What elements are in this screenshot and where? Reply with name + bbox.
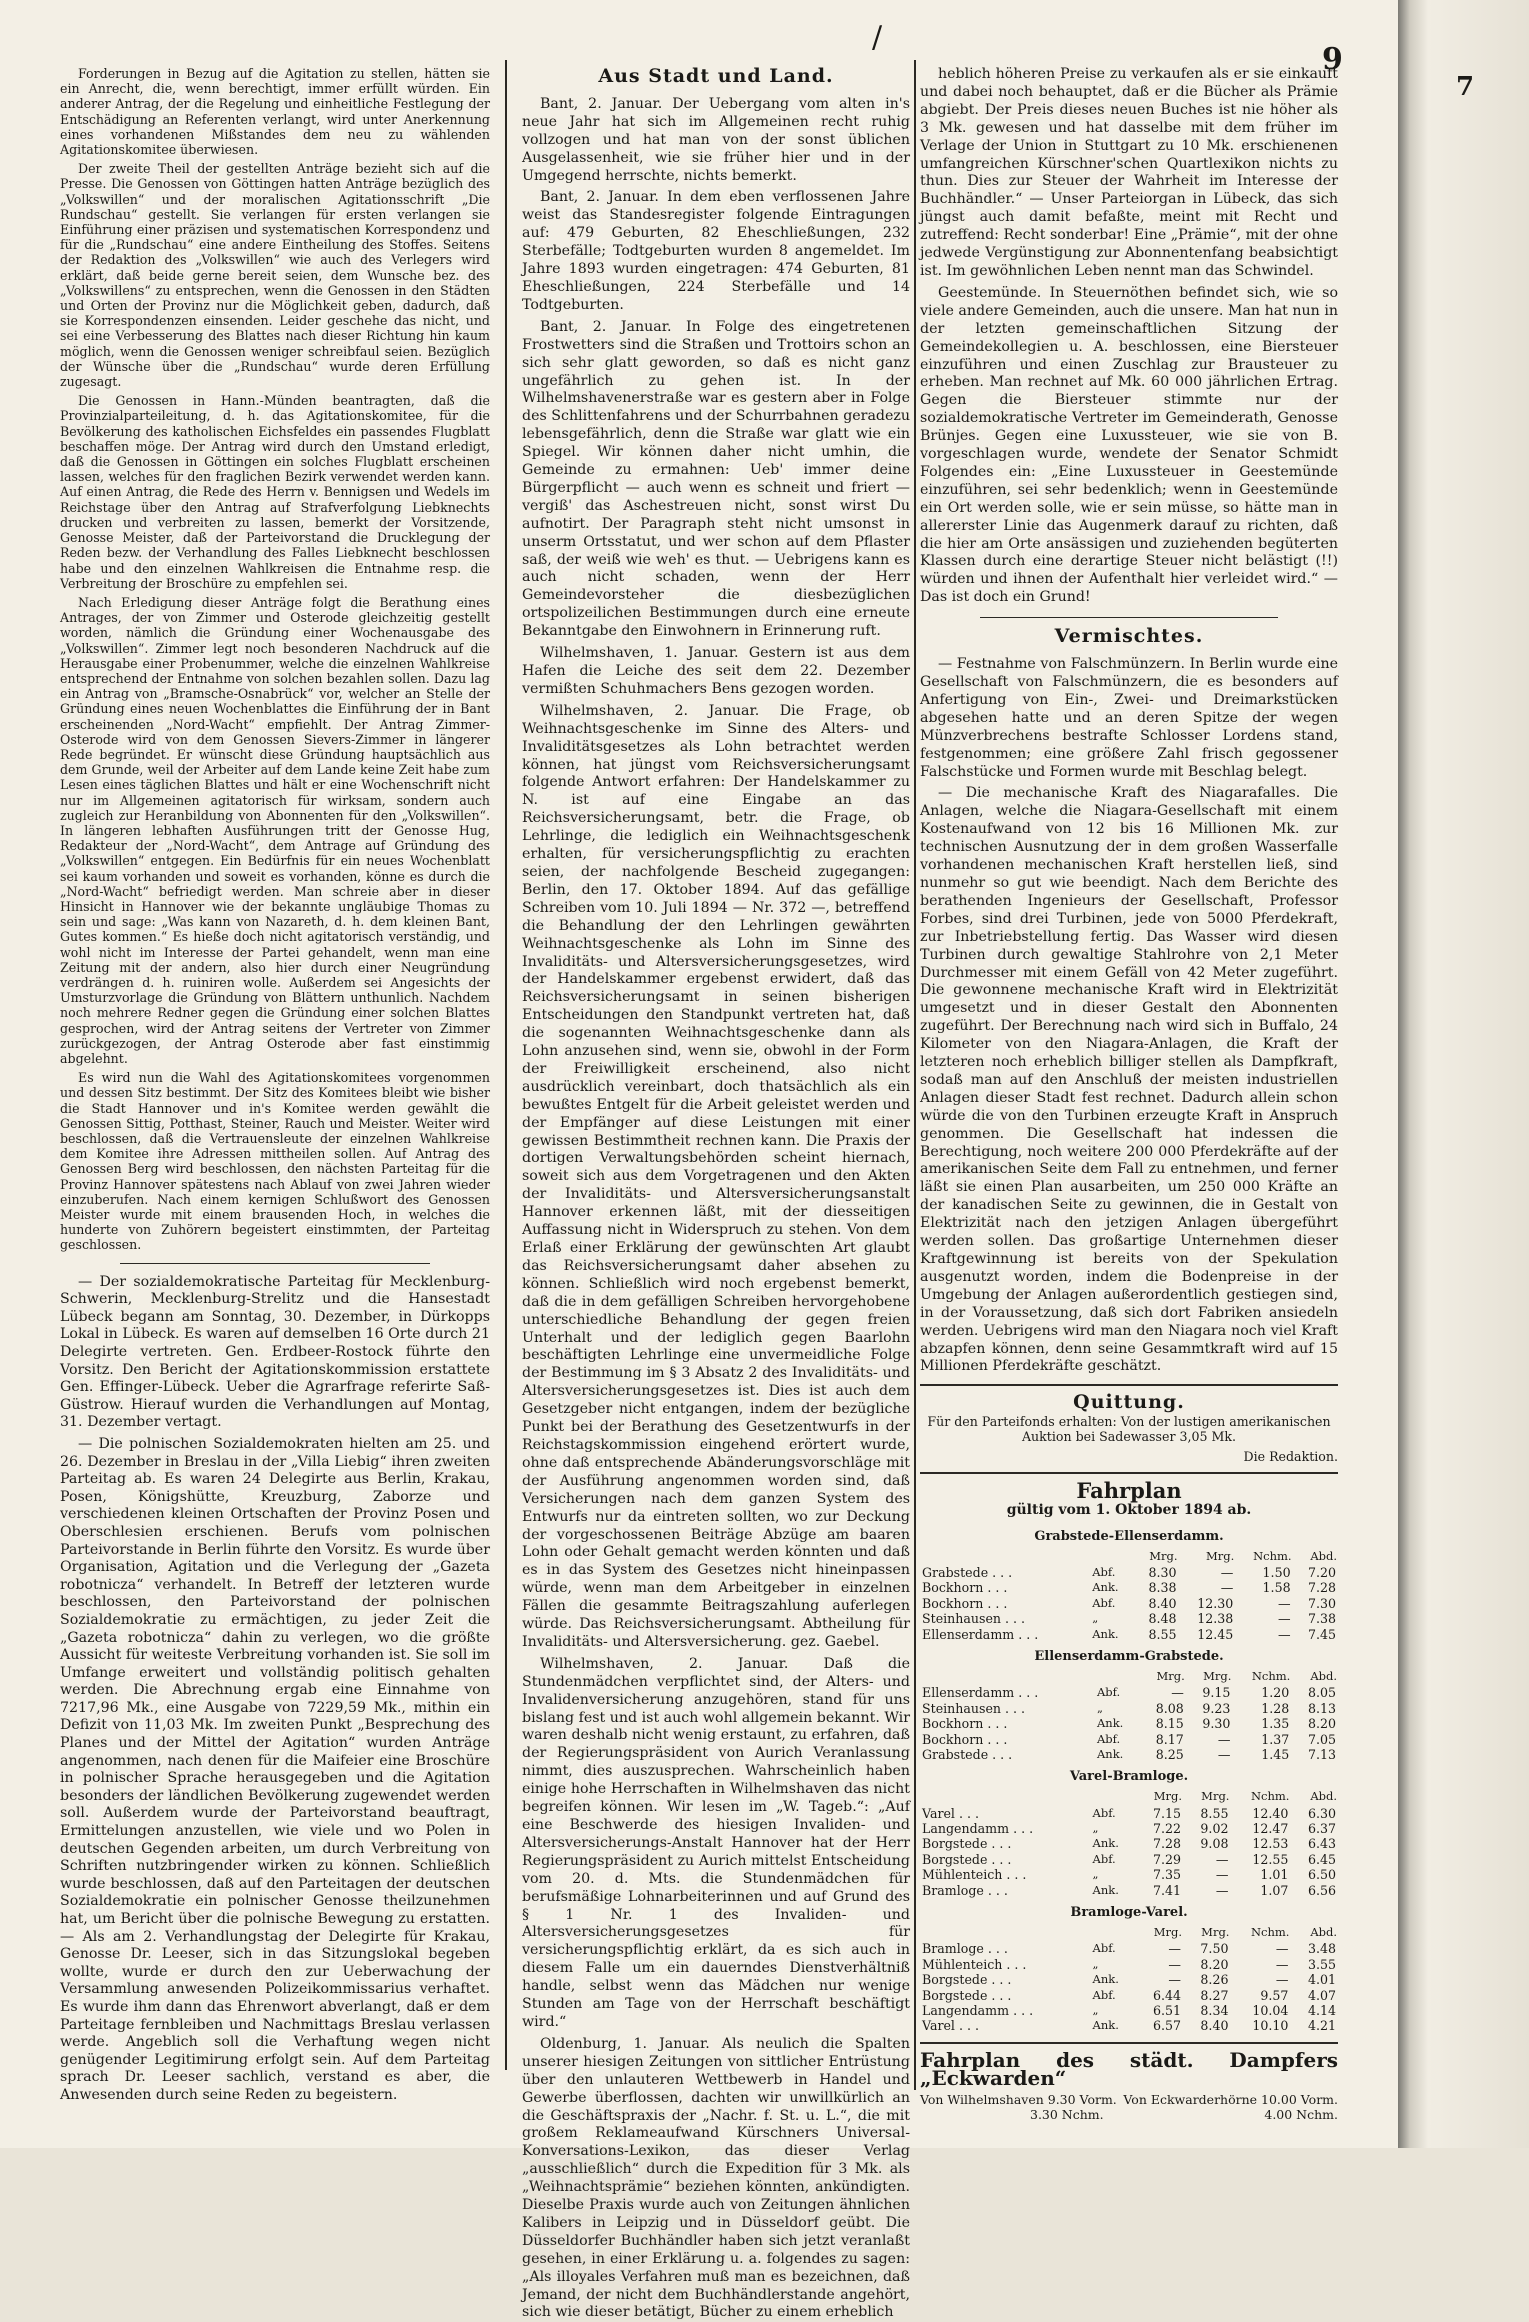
timetable-header-row: [920, 1548, 1338, 1565]
timetable-time: 3.48: [1307, 1941, 1336, 1957]
timetable-column-header: [920, 1668, 1095, 1685]
arrival-departure-mark: „: [1092, 1867, 1099, 1882]
timetable-time: 8.08: [1155, 1700, 1184, 1716]
timetable-time: 8.27: [1200, 1987, 1229, 2003]
timetable-time: —: [1275, 1941, 1289, 1957]
quittung-text: Für den Parteifonds erhalten: Von der lustigen amerikanischen Auktion bei Sadewasser 3,05 Mk.: [927, 1414, 1331, 1445]
article-paragraph: Wilhelmshaven, 1. Januar. Gestern ist aus dem Hafen die Leiche des seit dem 22. Dezember vermißten Schuhmachers Bens gezogen worden.: [522, 645, 910, 697]
article-paragraph: Wilhelmshaven, 2. Januar. Daß die Stundenmädchen verpflichtet sind, der Alters- und Invalidenversicherung anzugehören, stand für uns bislang fest und ist auch wohl allgemein bekannt. Wir waren deshalb nicht wenig erstaunt, zu erfahren, daß der Regierungspräsident von Aurich Veranlassung nimmt, dies auszusprechen. Wahrscheinlich haben einige hohe Herrschaften in Wilhelmshaven das nicht begreifen können. Wir lesen im „W. Tageb.“: „Auf eine Beschwerde des hiesigen Invaliden- und Altersversicherungs-Anstalt Hannover hat der Herr Regierungspräsident zu Aurich mittelst Entscheidung vom 20. d. Mts. die Stundenmädchen für berufsmäßige Lohnarbeiterinnen und auf Grund des § 1 Nr. 1 des Invaliden- und Altersversicherungsgesetzes für versicherungspflichtig erklärt, da es sich auch in diesem Falle um ein dauerndes Dienstverhältniß handle, selbst wenn das Mädchen nur wenige Stunden am Tage von der Herrschaft beschäftigt wird.“: [522, 1655, 910, 2030]
timetable-time: 4.01: [1307, 1972, 1336, 1988]
timetable-time: —: [1215, 1851, 1229, 1867]
arrival-departure-mark: „: [1092, 1611, 1099, 1626]
station-name: Langendamm . . .: [922, 2003, 1034, 2019]
article-paragraph: Bant, 2. Januar. In Folge des eingetretenen Frostwetters sind die Straßen und Trottoirs schon an sich sehr glatt geworden, so daß es nicht ganz ungefährlich zu gehen ist. In der Wilhelmshavenerstraße war es gestern aber in Folge des Schlittenfahrens und der Schurrbahnen geradezu lebensgefährlich, denn die Straße war glatt wie ein Spiegel. Wir können daher nicht umhin, die Gemeinde zu ermahnen: Ueb' immer deine Bürgerpflicht — auch wenn es schneit und friert — vergiß' das Aschestreuen nicht, sonst wirst Du aufnotirt. Der Paragraph steht nicht umsonst in unserm Ortsstatut, und wer schon auf dem Pflaster saß, der weiß wie weh' es thut. — Uebrigens kann es auch nicht schaden, wenn der Herr Gemeindevorsteher die diesbezüglichen ortspolizeilichen Bestimmungen durch eine erneute Bekanntgabe den Einwohnern in Erinnerung ruft.: [522, 318, 910, 640]
divider: [920, 2042, 1338, 2044]
timetable-column-header: [1091, 1924, 1136, 1941]
timetable-row: [920, 1972, 1338, 1987]
article-paragraph: heblich höheren Preise zu verkaufen als er sie einkauft und dabei noch behauptet, daß er die Bücher als Prämie abgiebt. Der Preis dieses neuen Buches ist nie höher als 3 Mk. gewesen und hat dasselbe mit dem früher im Verlage der Union in Stuttgart zu 10 Mk. erschienenen umfangreichen Kürschner'schen Quartlexikon nichts zu thun. Dies zur Steuer der Wahrheit im Interesse der Buchhändler.“ — Unser Parteiorgan in Lübeck, das sich jüngst auch damit befaßte, meint mit Recht und zutreffend: Recht sonderbar! Eine „Prämie“, mit der ohne jedwede Vergünstigung zur Abonnentenfang beabsichtigt ist. Im gewöhnlichen Leben nennt man das Schwindel.: [920, 66, 1338, 279]
article-paragraph: Forderungen in Bezug auf die Agitation zu stellen, hätten sie ein Anrecht, die, wenn berechtigt, immer erfüllt würden. Ein anderer Antrag, der die Regelung und einheitliche Festlegung der Entschädigung an Referenten verlangt, wird unter Anerkennung eines vorhandenen Mißstandes dem neu zu wählenden Agitationskomitee überwiesen.: [60, 66, 490, 158]
timetable-time: —: [1215, 1867, 1229, 1883]
timetable-time: 8.34: [1200, 2003, 1229, 2019]
article-paragraph: Oldenburg, 1. Januar. Als neulich die Spalten unserer hiesigen Zeitungen von sittlicher Entrüstung über den unlauteren Wettbewerb in Handel und Gewerbe überflossen, dachten wir unwillkürlich an die Geschäftspraxis der „Nachr. f. St. u. L.“, die mit großem Reklameaufwand Kürschners Universal-Konversations-Lexikon, das dieser Verlag „ausschließlich“ durch die Expedition für 3 Mk. als „Weihnachtsprämie“ beziehen könnten, ankündigten. Dieselbe Praxis wurde auch von Zeitungen ähnlichen Kalibers in Leipzig und in Düsseldorf geübt. Die Düsseldorfer Buchhändler haben sich jetzt veranlaßt gesehen, in einer Erklärung u. a. folgendes zu sagen: „Als illoyales Verfahren muß man es bezeichnen, daß Jemand, der nicht dem Buchhändlerstande angehört, sich wie dieser betätigt, Bücher zu einem erheblich: [522, 2035, 910, 2321]
timetable-time: —: [1168, 1956, 1181, 1972]
timetable-column-header: Mrg.: [1149, 1548, 1178, 1563]
timetable-row: [920, 1611, 1338, 1626]
timetable-time: 8.48: [1148, 1611, 1177, 1627]
timetable-column-header: Mrg.: [1201, 1789, 1230, 1804]
arrival-departure-mark: „: [1096, 1700, 1103, 1715]
timetable-column-header: Mrg.: [1153, 1789, 1182, 1804]
arrival-departure-mark: Abf.: [1092, 1564, 1116, 1579]
station-name: Steinhausen . . .: [922, 1611, 1026, 1627]
timetable-column-header: Nchm.: [1250, 1789, 1290, 1804]
article-paragraph: — Die polnischen Sozialdemokraten hielten am 25. und 26. Dezember in Breslau in der „Villa Liebig“ ihren zweiten Parteitag ab. Es waren 24 Delegirte aus Berlin, Krakau, Posen, Königshütte, Kreuzburg, Zaborze und verschiedenen kleinen Ortschaften der Provinz Posen und Oberschlesien erschienen. Berufs vom polnischen Parteivorstande in Berlin führte den Vorsitz. Es wurde über Organisation, Agitation und die Verlegung der „Gazeta robotnicza“ verhandelt. In Betreff der letzteren wurde beschlossen, den Parteivorstand der polnischen Sozialdemokratie zu ermächtigen, zu jeder Zeit die „Gazeta robotnicza“ dahin zu verlegen, wo die größte Aussicht für weiteste Verbreitung vorhanden ist. Sie soll im Umfange erweitert und vollständig politisch gehalten werden. Die Abrechnung ergab eine Einnahme von 7217,96 Mk., eine Ausgabe von 7229,59 Mk., mithin ein Defizit von 11,03 Mk. Im zweiten Punkt „Besprechung des Planes und der Mittel der Agitation“ wurden Anträge angenommen, nach denen für die Maifeier eine Broschüre in polnischer Sprache herausgegeben und die Agitation besonders der ländlichen Bevölkerung zugewendet werden soll. Außerdem wurde der Parteivorstand beauftragt, Ermittelungen anzustellen, wie viele und wo Polen in deutschen Gegenden arbeiten, um durch Verbreitung von Schriften nutzbringender wirken zu können. Schließlich wurde beschlossen, daß auf den Parteitagen der deutschen Sozialdemokratie ein polnischer Genosse theilzunehmen hat, um Bericht über die polnische Bewegung zu erstatten. — Als am 2. Verhandlungstag der Delegirte für Krakau, Genosse Dr. Leeser, sich in das Sitzungslokal begeben wollte, wurde er durch den zur Ueberwachung der Versammlung anwesenden Polizeikommissarius verhaftet. Es wurde ihm dann das Ehrenwort abverlangt, daß er dem Parteitage fernbleiben und Nachmittags Breslau verlassen werde. Angeblich soll die Verhaftung wegen nicht genügender Legitimirung erfolgt sein. Auf dem Parteitag sprach Dr. Leeser sachlich, verstand es aber, die Anwesenden durch seine Reden zu begeistern.: [60, 1435, 490, 2103]
timetable-time: 6.44: [1152, 1987, 1181, 2003]
station-name: Bramloge . . .: [922, 1882, 1008, 1898]
timetable-time: 8.05: [1307, 1685, 1336, 1701]
timetable-column-header: Abd.: [1310, 1789, 1337, 1804]
station-name: Bockhorn . . .: [922, 1731, 1008, 1747]
arrival-departure-mark: „: [1092, 2003, 1099, 2018]
arrival-departure-mark: Abf.: [1092, 1805, 1116, 1820]
timetable-time: 8.26: [1200, 1972, 1229, 1988]
timetable-row: [920, 1806, 1338, 1821]
article-paragraph: Wilhelmshaven, 2. Januar. Die Frage, ob Weihnachtsgeschenke im Sinne des Alters- und Invaliditätsgesetzes als Lohn betrachtet werden können, hat jüngst vom Reichsversicherungsamt folgende Antwort erfahren: Der Handelskammer zu N. ist auf eine Eingabe an das Reichsversicherungsamt, betr. die Frage, ob Lehrlinge, die lediglich ein Weihnachtsgeschenk erhalten, für versicherungspflichtig zu erachten seien, der nachfolgende Bescheid zugegangen: Berlin, den 17. Oktober 1894. Auf das gefällige Schreiben vom 10. Juli 1894 — Nr. 372 —, betreffend die Behandlung der den Lehrlingen gewährten Weihnachtsgeschenke als Lohn im Sinne des Invaliditäts- und Altersversicherungsgesetzes, wird der Handelskammer ergebenst erwidert, daß das Reichsversicherungsamt in seinen bisherigen Entscheidungen den Standpunkt vertreten hat, daß die sogenannten Weihnachtsgeschenke dann als Lohn anzusehen sind, wenn sie, obwohl in der Form der Freiwilligkeit erscheinend, also nicht ausdrücklich vereinbart, doch thatsächlich als ein bewußtes Entgelt für die Arbeit geleistet werden und der Empfänger auf diese Leistungen mit einer gewissen Bestimmtheit rechnen kann. Die Praxis der dortigen Verwaltungsbehörden scheint hiernach, soweit sich aus dem Vorgetragenen und den Akten der Invaliditäts- und Altersversicherungsanstalt Hannover erkennen läßt, mit der diesseitigen Auffassung nicht in Widerspruch zu stehen. Von dem Erlaß einer Erklärung der gewünschten Art glaubt das Reichsversicherungsamt daher absehen zu können. Schließlich wird noch ergebenst bemerkt, daß die in dem gefälligen Schreiben hervorgehobene unterschiedliche Behandlung der gegen freien Unterhalt und der lediglich gegen Baarlohn beschäftigten Lehrlinge eine unvermeidliche Folge der Bestimmung im § 3 Absatz 2 des Invaliditäts- und Altersversicherungsgesetzes ist. Dies ist auch dem Gesetzgeber nicht entgangen, indem der bezügliche Punkt bei der Berathung des Gesetzentwurfs in der Reichstagskommission eingehend erörtert wurde, ohne daß entsprechende Abänderungsvorschläge mit der Ausführung angenommen worden sind, daß Versicherungen nach dem ganzen System des Entwurfs nur da eintreten sollten, wo zur Deckung der vorgeschossenen Beiträge Abzüge am baaren Lohn oder Gehalt gemacht werden könnten und daß es in das System des Gesetzes nicht hineinpassen würde, wenn man dem Arbeitgeber in einzelnen Fällen die gesammte Beitragszahlung auferlegen würde. Das Reichsversicherungsamt. Abtheilung für Invaliditäts- und Altersversicherung. gez. Gaebel.: [522, 702, 910, 1650]
timetable-time: 8.13: [1307, 1700, 1336, 1716]
station-name: Varel . . .: [922, 2018, 979, 2034]
arrival-departure-mark: Ank.: [1092, 1882, 1119, 1897]
arrival-departure-mark: Ank.: [1092, 1580, 1119, 1595]
column-middle: [522, 65, 910, 2321]
arrival-departure-mark: Abf.: [1092, 1941, 1116, 1956]
timetable-time: 4.21: [1307, 2018, 1336, 2034]
timetable-header-row: [920, 1788, 1338, 1805]
timetable-row: [920, 1988, 1338, 2003]
timetable-row: [920, 1836, 1338, 1851]
timetable-time: —: [1220, 1580, 1234, 1596]
station-name: Mühlenteich . . .: [922, 1956, 1027, 1972]
adjacent-page-number: 7: [1456, 72, 1475, 102]
timetable-column-header: Abd.: [1310, 1925, 1337, 1940]
ferry-timetable-title: Fahrplan des städt. Dampfers „Eckwarden“: [920, 2047, 1338, 2090]
column-left: [60, 66, 490, 2103]
station-name: Varel . . .: [922, 1805, 979, 1821]
timetable-row: [920, 1867, 1338, 1882]
ferry-row: [920, 2092, 1338, 2107]
timetable-column-header: [1090, 1548, 1133, 1565]
column-right: [920, 66, 1338, 2122]
station-name: Borgstede . . .: [922, 1972, 1012, 1988]
timetable-time: 6.57: [1152, 2018, 1181, 2034]
timetable-time: 8.40: [1200, 2018, 1229, 2034]
station-name: Bramloge . . .: [922, 1941, 1008, 1957]
timetable-time: 8.55: [1200, 1805, 1229, 1821]
timetable-column-header: Mrg.: [1201, 1925, 1230, 1940]
timetable-time: 8.20: [1307, 1716, 1336, 1732]
timetable-row: [920, 2003, 1338, 2018]
timetable: [920, 1788, 1338, 1898]
station-name: Ellenserdamm . . .: [922, 1626, 1039, 1642]
page-edge: [1398, 0, 1529, 2148]
station-name: Mühlenteich . . .: [922, 1867, 1027, 1883]
timetable-row: [920, 1821, 1338, 1836]
station-name: Borgstede . . .: [922, 1851, 1012, 1867]
arrival-departure-mark: Ank.: [1096, 1716, 1124, 1731]
timetable-time: 3.55: [1307, 1956, 1336, 1972]
arrival-departure-mark: Abf.: [1092, 1987, 1116, 2002]
ferry-departure: Von Wilhelmshaven 9.30 Vorm.: [920, 2091, 1117, 2107]
article-paragraph: Der zweite Theil der gestellten Anträge bezieht sich auf die Presse. Die Genossen von Göttingen hatten Anträge bezüglich des „Volkswillen“ und der moralischen Agitationsschrift „Die Rundschau“ gestellt. Sie verlangen für ersten verlangen sie Einführung einer präzisen und systematischen Korrespondenz und für die „Rundschau“ eine andere Eintheilung des Stoffes. Seitens der Redaktion des „Volkswillen“ wie auch des Verlegers wird erklärt, daß beide gerne bereit seien, dem Wunsche bez. des „Volkswillens“ zu entsprechen, wenn die Genossen in den Städten und Orten der Provinz nur die Möglichkeit geben, dadurch, daß sie Korrespondenzen einsenden. Leider geschehe das nicht, und sei eine Verbesserung des Blattes nach dieser Richtung hin kaum möglich, wenn die Genossen weniger schreibfaul seien. Bezüglich der Wünsche über die „Rundschau“ wurde deren Erfüllung zugesagt.: [60, 161, 490, 390]
timetable-time: 6.51: [1152, 2003, 1181, 2019]
timetable-time: 8.15: [1155, 1716, 1184, 1732]
timetable-time: 6.30: [1307, 1805, 1336, 1821]
timetable-row: [920, 1596, 1338, 1611]
timetable-time: 7.15: [1152, 1805, 1181, 1821]
timetable-time: 12.47: [1252, 1821, 1289, 1837]
arrival-departure-mark: Abf.: [1096, 1731, 1121, 1746]
timetable-time: 12.40: [1252, 1805, 1289, 1821]
timetable-time: 1.58: [1262, 1580, 1291, 1596]
timetables: [920, 1528, 1338, 2034]
timetable-time: 7.22: [1152, 1821, 1181, 1837]
timetable-row: [920, 1883, 1338, 1898]
misc-item: — Die mechanische Kraft des Niagarafalles. Die Anlagen, welche die Niagara-Gesellschaft mit einem Kostenaufwand von 12 bis 16 Millionen Mk. zur technischen Ausnutzung der in dem großen Wasserfalle vorhandenen mechanischen Kraft herstellen ließ, sind nunmehr so gut wie beendigt. Nach dem Berichte des berathenden Ingenieurs der Gesellschaft, Professor Forbes, sind drei Turbinen, jede von 5000 Pferdekraft, zur Inbetriebstellung fertig. Das Wasser wird diesen Turbinen durch gewaltige Stahlrohre von 2,1 Meter Durchmesser mit einem Gefäll von 42 Meter zugeführt. Die gewonnene mechanische Kraft wird in Elektrizität umgesetzt und in dieser Gestalt den Abonnenten zugeführt. Der Berechnung nach wird sich in Buffalo, 24 Kilometer von den Niagara-Anlagen, die Kraft der letzteren noch erheblich billiger stellen als Dampfkraft, sodaß man auf den Anschluß der meisten industriellen Anlagen dieser Stadt fest rechnet. Dadurch allein schon würde die von den Turbinen erzeugte Kraft in Anspruch genommen. Die Gesellschaft hat indessen die Berechtigung, noch weitere 200 000 Pferdekräfte auf der amerikanischen Seite dem Fall zu entnehmen, und ferner läßt sie einen Plan ausarbeiten, um 250 000 Kräfte an der kanadischen Seite zu gewinnen, die in Gestalt von Elektrizität nach den jetzigen Anlagen übergeführt werden sollen. Das großartige Unternehmen dieser Kraftgewinnung ist bereits von der Spekulation ausgenutzt worden, indem die Bodenpreise in der Umgebung der Anlagen außerordentlich gestiegen sind, in der Voraussetzung, daß sich dort Fabriken ansiedeln werden. Uebrigens wird man den Niagara noch viel Kraft abzapfen können, denn seine Gesammtkraft wird auf 15 Millionen Pferdekräfte geschätzt.: [920, 785, 1338, 1375]
timetable-time: —: [1168, 1941, 1181, 1957]
arrival-departure-mark: „: [1092, 1821, 1099, 1836]
arrival-departure-mark: „: [1092, 1956, 1099, 1971]
timetable-column-header: Mrg.: [1156, 1668, 1185, 1683]
timetable-time: 7.28: [1307, 1580, 1336, 1596]
timetable-time: —: [1215, 1882, 1229, 1898]
arrival-departure-mark: Ank.: [1092, 1626, 1119, 1641]
arrival-departure-mark: Ank.: [1096, 1746, 1124, 1761]
timetable-time: —: [1217, 1731, 1231, 1747]
timetable-title: Fahrplan: [1076, 1477, 1182, 1503]
article-paragraph: — Der sozialdemokratische Parteitag für Mecklenburg-Schwerin, Mecklenburg-Strelitz und die Hansestadt Lübeck begann am Sonntag, 30. Dezember, in Dürkopps Lokal in Lübeck. Es waren auf demselben 16 Orte durch 21 Delegirte vertreten. Gen. Erdbeer-Rostock führte den Vorsitz. Den Bericht der Agitationskommission erstattete Gen. Effinger-Lübeck. Ueber die Agrarfrage referirte Saß-Güstrow. Hierauf wurden die Verhandlungen auf Montag, 31. Dezember vertagt.: [60, 1273, 490, 1431]
timetable-column-header: Mrg.: [1153, 1925, 1182, 1940]
timetable-time: 9.02: [1200, 1821, 1229, 1837]
timetable-time: 7.05: [1307, 1731, 1336, 1747]
timetable-time: —: [1278, 1611, 1291, 1627]
timetable-time: 12.55: [1252, 1851, 1289, 1867]
route-heading: Ellenserdamm-Grabstede.: [1034, 1649, 1224, 1665]
timetable-time: 6.50: [1307, 1867, 1336, 1883]
margin-mark: /: [872, 20, 883, 55]
timetable-time: —: [1171, 1685, 1184, 1701]
timetable-column-header: Nchm.: [1251, 1668, 1291, 1683]
route-heading: Grabstede-Ellenserdamm.: [1034, 1528, 1224, 1544]
timetable-time: 7.45: [1307, 1626, 1336, 1642]
arrival-departure-mark: Ank.: [1092, 1836, 1119, 1851]
timetable-time: 7.13: [1307, 1746, 1336, 1762]
timetable-time: 7.28: [1152, 1836, 1181, 1852]
timetable-column-header: Nchm.: [1253, 1548, 1292, 1563]
ferry-departure: 3.30 Nchm.: [1030, 2106, 1104, 2122]
article-paragraph: Es wird nun die Wahl des Agitationskomitees vorgenommen und dessen Sitz bestimmt. Der Sitz des Komitees bleibt wie bisher die Stadt Hannover und in's Komitee werden gewählt die Genossen Sittig, Potthast, Steiner, Rauch und Meister. Weiter wird beschlossen, daß die Vertrauensleute der einzelnen Wahlkreise dem Komitee ihre Adressen mittheilen sollen. Auf Antrag des Genossen Berg wird beschlossen, den nächsten Parteitag für die Provinz Hannover spätestens nach Ablauf von zwei Jahren wieder einzuberufen. Nach einem kernigen Schlußwort des Genossen Meister wurde mit einem brausenden Hoch, in welches die hunderte von Zuhörern begeistert einstimmten, der Parteitag geschlossen.: [60, 1070, 490, 1253]
ferry-departure: Von Eckwarderhörne 10.00 Vorm.: [1123, 2091, 1338, 2107]
route-heading: Bramloge-Varel.: [1070, 1905, 1188, 1921]
timetable-time: 8.55: [1148, 1626, 1177, 1642]
timetable-row: [920, 1732, 1338, 1747]
article-paragraph: Die Genossen in Hann.-Münden beantragten, daß die Provinzialparteileitung, d. h. das Agitationskomitee, für die Bevölkerung des katholischen Eichsfeldes ein passendes Flugblatt beschaffen möge. Der Antrag wird durch den Umstand erledigt, daß die Genossen in Göttingen ein solches Flugblatt erscheinen lassen, welches für den fraglichen Bezirk verwendet werden kann. Auf einen Antrag, die Rede des Herrn v. Bennigsen und Wedels im Reichstage über den Antrag auf Strafverfolgung Liebknechts drucken und verbreiten zu lassen, bemerkt der Vorsitzende, Genosse Meister, daß der Parteivorstand die Drucklegung der Reden bezw. der Verhandlung des Falles Liebknecht beschlossen habe und den einzelnen Wahlkreisen die Entnahme resp. die Verbreitung der Broschüre zu empfehlen sei.: [60, 393, 490, 591]
timetable-time: 6.43: [1307, 1836, 1336, 1852]
timetable-time: 4.07: [1307, 1987, 1336, 2003]
station-name: Bockhorn . . .: [922, 1716, 1008, 1732]
article-paragraph: Bant, 2. Januar. Der Uebergang vom alten in's neue Jahr hat sich im Allgemeinen recht ruhig vollzogen und hat man von der sonst üblichen Ausgelassenheit, wie sie früher hier und in der Umgegend herrschte, nichts bemerkt.: [522, 95, 910, 184]
arrival-departure-mark: Abf.: [1092, 1595, 1116, 1610]
timetable-time: 8.17: [1155, 1731, 1184, 1747]
timetable-row: [920, 1627, 1338, 1642]
timetable-column-header: Nchm.: [1250, 1925, 1290, 1940]
timetable-row: [920, 1941, 1338, 1956]
timetable-row: [920, 1957, 1338, 1972]
article-paragraph: Nach Erledigung dieser Anträge folgt die Berathung eines Antrages, der von Zimmer und Osterode gleichzeitig gestellt worden, nämlich die Gründung einer Wochenausgabe des „Volkswillen“. Zimmer legt noch besonderen Nachdruck auf die Herausgabe einer Probenummer, welche die einzelnen Wahlkreise entsprechend der Entnahme von solchen bezahlen sollen. Dazu lag ein Antrag von „Bramsche-Osnabrück“ vor, welcher an Stelle der Gründung eines neuen Wochenblattes die Einführung der in Bant erscheinenden „Nord-Wacht“ empfiehlt. Der Antrag Zimmer-Osterode wird von dem Genossen Sievers-Zimmer in längerer Rede begründet. Er wünscht diese Gründung hauptsächlich aus dem Grunde, weil der Arbeiter auf dem Lande keine Zeit habe zum Lesen eines täglichen Blattes und hält er eine Wochenschrift nicht nur im Allgemeinen agitatorisch für wirksam, sondern auch zugleich zur Heranbildung von Abonnenten für den „Volkswillen“. In längeren lebhaften Ausführungen tritt der Genosse Hug, Redakteur der „Nord-Wacht“, dem Antrage auf Gründung des „Volkswillen“ entgegen. Ein Bedürfnis für ein neues Wochenblatt sei kaum vorhanden und soweit es vorhanden, könne es durch die „Nord-Wacht“ befriedigt werden. Man schreie aber in dieser Hinsicht in Hannover wie der bekannte ungläubige Thomas zu sein und sage: „Was kann von Nazareth, d. h. dem kleinen Bant, Gutes kommen.“ Es hieße doch nicht agitatorisch verständig, und wohl nicht im Interesse der Partei gehandelt, wenn man eine Zeitung mit der andern, also hier durch einer Neugründung verdrängen d. h. ruiniren wolle. Außerdem sei Angesichts der Umsturzvorlage die Gründung von Blättern unthunlich. Nachdem noch mehrere Redner gegen die Gründung einer solchen Blattes gesprochen, wird der Antrag seitens der Vertreter von Zimmer zurückgezogen, der Antrag Osterode aber fast einstimmig abgelehnt.: [60, 594, 490, 1066]
ferry-departure: 4.00 Nchm.: [1264, 2106, 1338, 2122]
timetable: [920, 1548, 1338, 1642]
timetable: [920, 1668, 1338, 1762]
timetable-time: 1.20: [1261, 1685, 1290, 1701]
timetable-row: [920, 1747, 1338, 1762]
timetable-time: 7.20: [1307, 1564, 1336, 1580]
column-rule: [914, 60, 916, 2090]
route-heading: Varel-Bramloge.: [1069, 1769, 1189, 1785]
timetable-row: [920, 2018, 1338, 2033]
timetable-time: 9.15: [1202, 1685, 1231, 1701]
timetable-time: 8.30: [1148, 1564, 1177, 1580]
timetable-time: —: [1275, 1972, 1289, 1988]
timetable-time: 6.56: [1307, 1882, 1336, 1898]
timetable-row: [920, 1701, 1338, 1716]
timetable-column-header: [1091, 1788, 1136, 1805]
section-heading: Vermischtes.: [1054, 625, 1204, 648]
station-name: Langendamm . . .: [922, 1821, 1034, 1837]
timetable-time: 12.30: [1197, 1595, 1234, 1611]
station-name: Ellenserdamm . . .: [922, 1685, 1039, 1701]
timetable-column-header: Mrg.: [1203, 1668, 1232, 1683]
timetable-time: 8.25: [1155, 1746, 1184, 1762]
timetable-column-header: Abd.: [1310, 1668, 1337, 1683]
timetable-time: 7.50: [1200, 1941, 1229, 1957]
page-number: 9: [1322, 42, 1343, 77]
timetable-subtitle: gültig vom 1. Oktober 1894 ab.: [1006, 1501, 1252, 1518]
ferry-row: [920, 2107, 1338, 2122]
arrival-departure-mark: Ank.: [1092, 1972, 1119, 1987]
article-paragraph: Bant, 2. Januar. In dem eben verflossenen Jahre weist das Standesregister folgende Eintragungen auf: 479 Geburten, 82 Eheschließungen, 232 Sterbefälle; Todtgeburten wurden 8 angemeldet. Im Jahre 1893 wurden eingetragen: 474 Geburten, 81 Eheschließungen, 224 Sterbefälle und 14 Todtgeburten.: [522, 189, 910, 313]
timetable-time: 7.41: [1152, 1882, 1181, 1898]
timetable-time: 9.57: [1260, 1987, 1289, 2003]
arrival-departure-mark: Abf.: [1096, 1685, 1121, 1700]
timetable-column-header: Abd.: [1310, 1548, 1337, 1563]
timetable-row: [920, 1685, 1338, 1700]
divider: [120, 1263, 430, 1264]
arrival-departure-mark: Abf.: [1092, 1851, 1116, 1866]
column-rule: [505, 60, 507, 2070]
timetable-time: 9.30: [1202, 1716, 1231, 1732]
timetable-time: 1.50: [1262, 1564, 1291, 1580]
timetable-time: 9.08: [1200, 1836, 1229, 1852]
timetable-time: —: [1278, 1626, 1291, 1642]
timetable-row: [920, 1580, 1338, 1595]
timetable-time: 8.38: [1148, 1580, 1177, 1596]
timetable-column-header: [920, 1924, 1091, 1941]
timetable-time: 1.28: [1261, 1700, 1290, 1716]
timetable-row: [920, 1565, 1338, 1580]
timetable-time: 6.37: [1307, 1821, 1336, 1837]
timetable-time: —: [1168, 1972, 1181, 1988]
timetable-column-header: Mrg.: [1205, 1548, 1235, 1563]
divider: [980, 617, 1278, 618]
timetable-time: —: [1217, 1746, 1231, 1762]
timetable-time: 6.45: [1307, 1851, 1336, 1867]
timetable-column-header: [920, 1788, 1091, 1805]
quittung-heading: Quittung.: [1073, 1391, 1185, 1414]
timetable-time: 7.30: [1307, 1595, 1336, 1611]
timetable-time: 7.35: [1152, 1867, 1181, 1883]
timetable-time: 1.01: [1260, 1867, 1289, 1883]
article-paragraph: Geestemünde. In Steuernöthen befindet sich, wie so viele andere Gemeinden, auch die unsere. Man hat nun in der letzten gemeinschaftlichen Sitzung der Gemeindekollegien u. A. beschlossen, eine Biersteuer einzuführen und einen Zuschlag zur Brausteuer zu erheben. Man rechnet auf Mk. 60 000 jährlichen Ertrag. Gegen die Biersteuer stimmte nur der sozialdemokratische Vertreter im Gemeinderath, Genosse Brünjes. Gegen eine Luxussteuer, wie sie von B. vorgeschlagen wurde, wendete der Senator Schmidt Folgendes ein: „Eine Luxussteuer in Geestemünde einzuführen, sei sehr bedenklich; wenn in Geestemünde ein Ort werden solle, wie er sein müsse, so hätte man in allererster Linie das Augenmerk darauf zu richten, daß die hier am Orte ansässigen und zuziehenden begüterten Klassen durch eine derartige Steuer nicht belästigt (!!) würden und ihnen der Aufenthalt hier verleidet wird.“ — Das ist doch ein Grund!: [920, 284, 1338, 606]
timetable-time: 8.20: [1200, 1956, 1229, 1972]
timetable-time: —: [1275, 1956, 1289, 1972]
section-heading: Aus Stadt und Land.: [598, 65, 834, 87]
timetable-time: 1.37: [1261, 1731, 1290, 1747]
timetable-time: 1.35: [1261, 1716, 1290, 1732]
timetable-time: 10.04: [1252, 2003, 1289, 2019]
quittung-signature: Die Redaktion.: [1243, 1448, 1338, 1464]
divider: [920, 1472, 1338, 1474]
timetable-column-header: [920, 1548, 1090, 1565]
timetable-row: [920, 1852, 1338, 1867]
timetable: [920, 1924, 1338, 2034]
timetable-time: —: [1220, 1564, 1234, 1580]
timetable-row: [920, 1716, 1338, 1731]
station-name: Borgstede . . .: [922, 1987, 1012, 2003]
station-name: Grabstede . . .: [922, 1564, 1013, 1580]
station-name: Bockhorn . . .: [922, 1580, 1008, 1596]
timetable-time: 4.14: [1307, 2003, 1336, 2019]
divider: [920, 1384, 1338, 1386]
timetable-time: 12.53: [1252, 1836, 1289, 1852]
timetable-column-header: [1095, 1668, 1139, 1685]
timetable-header-row: [920, 1668, 1338, 1685]
station-name: Bockhorn . . .: [922, 1595, 1008, 1611]
timetable-header-row: [920, 1924, 1338, 1941]
timetable-time: 8.40: [1148, 1595, 1177, 1611]
station-name: Grabstede . . .: [922, 1746, 1013, 1762]
timetable-time: —: [1278, 1595, 1291, 1611]
misc-item: — Festnahme von Falschmünzern. In Berlin wurde eine Gesellschaft von Falschmünzern, die es besonders auf Anfertigung von Ein-, Zwei- und Dreimarkstücken abgesehen hatte und an deren Spitze der wegen Münzverbrechens bestrafte Schlosser Lordens stand, festgenommen; eine größere Zahl frisch gegossener Falschstücke und Formen wurde mit Beschlag belegt.: [920, 656, 1338, 780]
timetable-time: 1.45: [1261, 1746, 1290, 1762]
station-name: Steinhausen . . .: [922, 1700, 1026, 1716]
timetable-time: 12.38: [1197, 1611, 1234, 1627]
station-name: Borgstede . . .: [922, 1836, 1012, 1852]
timetable-time: 10.10: [1252, 2018, 1289, 2034]
timetable-time: 7.38: [1307, 1611, 1336, 1627]
timetable-time: 1.07: [1260, 1882, 1289, 1898]
timetable-time: 12.45: [1197, 1626, 1234, 1642]
timetable-time: 7.29: [1152, 1851, 1181, 1867]
arrival-departure-mark: Ank.: [1092, 2018, 1119, 2033]
timetable-time: 9.23: [1202, 1700, 1231, 1716]
